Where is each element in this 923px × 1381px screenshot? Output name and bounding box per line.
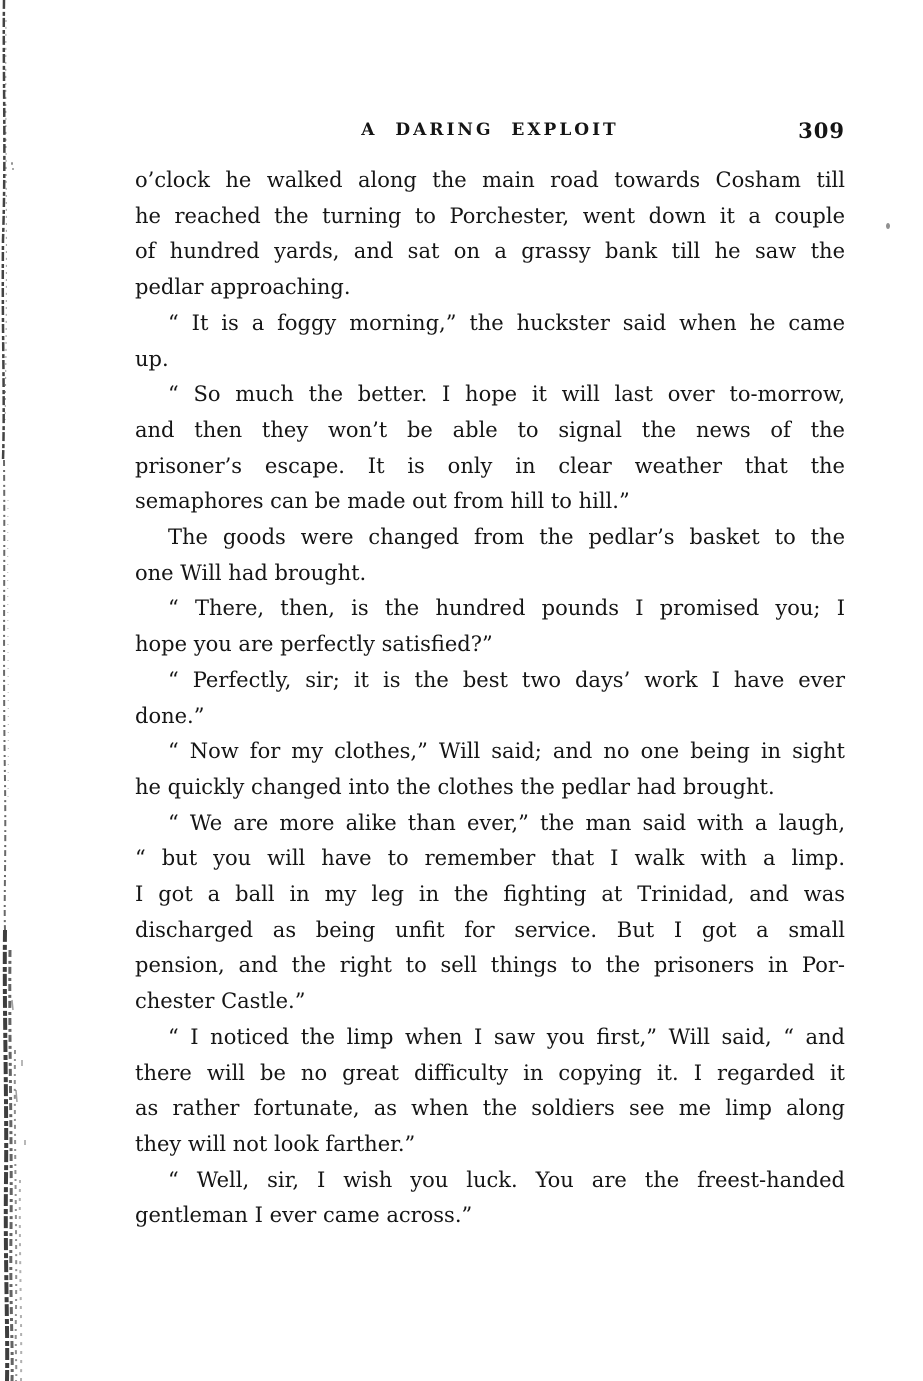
- paragraph: [135, 734, 845, 805]
- paragraph: [135, 591, 845, 662]
- text-line: they will not look farther.”: [135, 1131, 416, 1156]
- text-line: o’clock he walked along the main road towards Cosham till: [135, 168, 845, 192]
- scan-noise-icon: [0, 0, 34, 1381]
- paragraph: [135, 1163, 845, 1234]
- text-line: The goods were changed from the pedlar’s basket to the: [168, 525, 845, 550]
- text-line: he quickly changed into the clothes the pedlar had brought.: [135, 774, 775, 799]
- text-line: “ I noticed the limp when I saw you first,” Will said, “ and: [168, 1024, 845, 1049]
- paragraph: [135, 806, 845, 1020]
- text-line: as rather fortunate, as when the soldiers see me limp along: [135, 1096, 845, 1121]
- text-line: discharged as being unfit for service. But I got a small: [135, 917, 845, 942]
- text-line: “ Perfectly, sir; it is the best two days’ work I have ever: [168, 667, 845, 692]
- text-line: one Will had brought.: [135, 560, 367, 585]
- text-line: of hundred yards, and sat on a grassy bank till he saw the: [135, 239, 845, 264]
- paragraph: [135, 377, 845, 520]
- text-line: “ There, then, is the hundred pounds I promised you; I: [168, 596, 845, 621]
- binding-edge-artifact: [0, 0, 34, 1381]
- text-line: “ but you will have to remember that I walk with a limp.: [135, 846, 845, 871]
- text-line: “ It is a foggy morning,” the huckster said when he came: [168, 310, 845, 335]
- running-title: A DARING EXPLOIT: [361, 120, 619, 140]
- text-line: gentleman I ever came across.”: [135, 1203, 473, 1228]
- text-line: “ We are more alike than ever,” the man said with a laugh,: [168, 810, 845, 835]
- scan-speck: [12, 168, 14, 170]
- text-line: “ So much the better. I hope it will last over to-morrow,: [168, 382, 845, 407]
- paragraph: [135, 163, 845, 306]
- text-line: I got a ball in my leg in the fighting at Trinidad, and was: [135, 882, 845, 907]
- text-line: there will be no great difficulty in copying it. I regarded it: [135, 1060, 845, 1085]
- text-line: pension, and the right to sell things to the prisoners in Por-: [135, 953, 845, 978]
- text-line: and then they won’t be able to signal the news of the: [135, 417, 845, 442]
- text-line: pedlar approaching.: [135, 275, 351, 300]
- scan-speck: [886, 223, 890, 229]
- page-body: [135, 163, 845, 1234]
- scan-speck: [11, 162, 13, 165]
- text-line: “ Well, sir, I wish you luck. You are the freest-handed: [168, 1167, 845, 1192]
- text-line: chester Castle.”: [135, 989, 306, 1014]
- text-line: he reached the turning to Porchester, went down it a couple: [135, 203, 845, 228]
- text-line: “ Now for my clothes,” Will said; and no one being in sight: [168, 739, 845, 764]
- running-head: [135, 118, 845, 144]
- paragraph: [135, 520, 845, 591]
- paragraph: [135, 306, 845, 377]
- page-number: 309: [798, 118, 845, 143]
- text-line: up.: [135, 346, 169, 371]
- text-line: prisoner’s escape. It is only in clear weather that the: [135, 453, 845, 478]
- text-line: semaphores can be made out from hill to hill.”: [135, 489, 630, 514]
- text-line: hope you are perfectly satisfied?”: [135, 632, 493, 657]
- text-line: done.”: [135, 703, 205, 728]
- paragraph: [135, 663, 845, 734]
- paragraph: [135, 1020, 845, 1163]
